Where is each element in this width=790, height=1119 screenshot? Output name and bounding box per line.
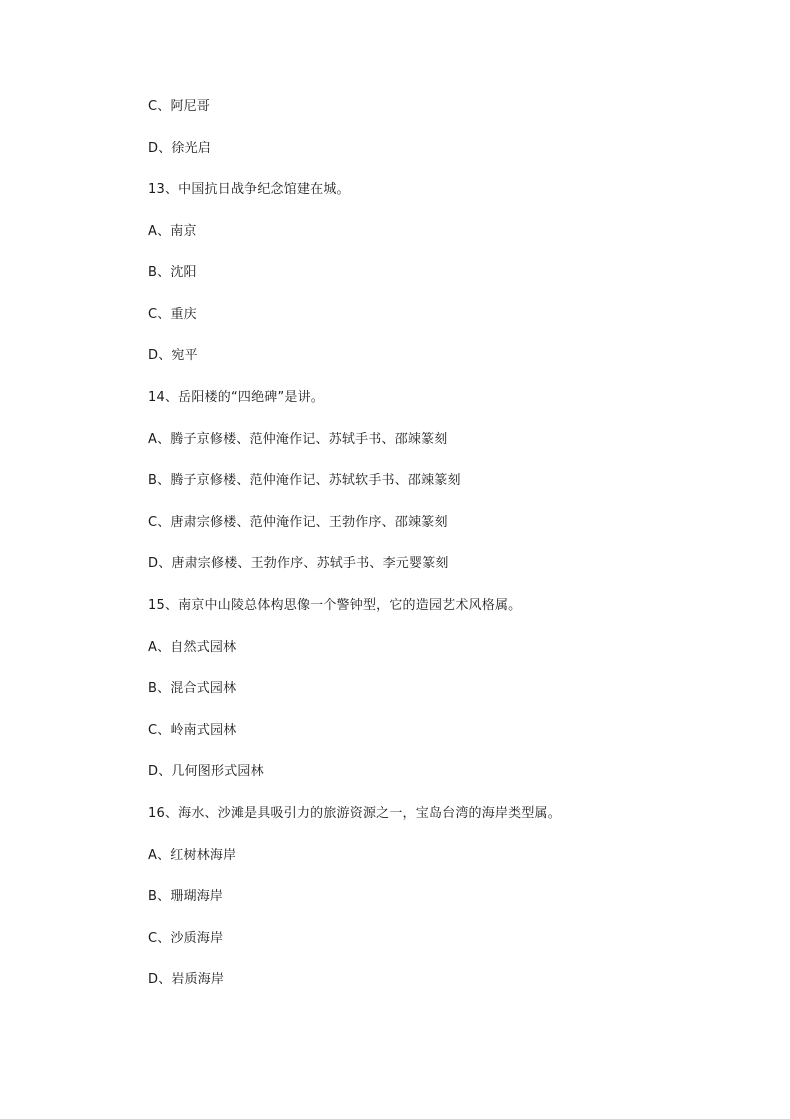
- question-15: 15、南京中山陵总体构思像一个警钟型，它的造园艺术风格属。: [148, 598, 522, 613]
- option-16-a: A、红树林海岸: [148, 848, 237, 863]
- option-16-d: D、岩质海岸: [148, 972, 225, 987]
- option-14-c: C、唐肃宗修楼、范仲淹作记、王勃作序、邵竦篆刻: [148, 515, 448, 530]
- option-13-c: C、重庆: [148, 307, 197, 322]
- question-14: 14、岳阳楼的“四绝碑”是讲。: [148, 390, 325, 405]
- option-15-a: A、自然式园林: [148, 640, 237, 655]
- option-16-b: B、珊瑚海岸: [148, 889, 224, 904]
- option-14-a: A、腾子京修楼、范仲淹作记、苏轼手书、邵竦篆刻: [148, 432, 448, 447]
- question-13: 13、中国抗日战争纪念馆建在城。: [148, 182, 350, 197]
- option-15-d: D、几何图形式园林: [148, 764, 264, 779]
- option-16-c: C、沙质海岸: [148, 931, 224, 946]
- option-15-c: C、岭南式园林: [148, 723, 237, 738]
- question-16: 16、海水、沙滩是具吸引力的旅游资源之一，宝岛台湾的海岸类型属。: [148, 806, 561, 821]
- option-13-b: B、沈阳: [148, 265, 197, 280]
- option-13-d: D、宛平: [148, 348, 198, 363]
- option-14-b: B、腾子京修楼、范仲淹作记、苏轼软手书、邵竦篆刻: [148, 473, 461, 488]
- option-13-a: A、南京: [148, 224, 197, 239]
- option-14-d: D、唐肃宗修楼、王勃作序、苏轼手书、李元婴篆刻: [148, 556, 449, 571]
- option-15-b: B、混合式园林: [148, 681, 237, 696]
- option-13prev-c: C、阿尼哥: [148, 99, 211, 114]
- option-13prev-d: D、徐光启: [148, 141, 212, 156]
